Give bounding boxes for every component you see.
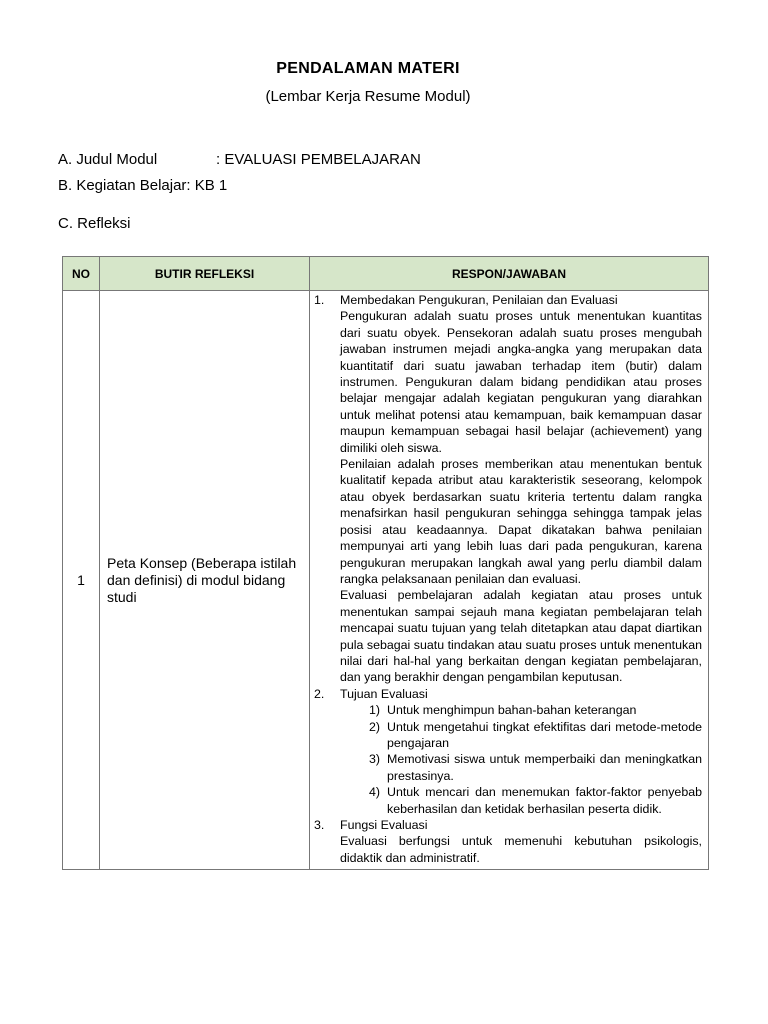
- list-item-number: 1): [368, 703, 380, 718]
- section-3-heading: [314, 817, 702, 833]
- kegiatan-belajar-row: [58, 177, 227, 194]
- judul-modul-value: : EVALUASI PEMBELAJARAN: [216, 151, 421, 168]
- list-item-number: 4): [368, 785, 380, 800]
- list-item: [356, 784, 702, 817]
- list-item-text: Untuk menghimpun bahan-bahan keterangan: [387, 703, 637, 718]
- section-title: Membedakan Pengukuran, Penilaian dan Evaluasi: [340, 293, 618, 307]
- penilaian-paragraph: Penilaian adalah proses memberikan atau menentukan bentuk kualitatif kepada atribut atau karakteristik seseorang, kelompok atau obyek berdasarkan suatu kriteria tertentu dalam rangka menafsirkan hasil pengukuran sehingga sehingga tampak jelas posisi atau keadaannya. Dapat dikatakan bahwa penilaian mempunyai arti yang lebih luas dari pada pengukuran, karena pengukuran merupakan langkah awal yang perlu diambil dalam rangka pelaksanaan penilaian dan evaluasi.: [340, 457, 702, 586]
- document-subtitle: (Lembar Kerja Resume Modul): [265, 88, 471, 105]
- list-item-text: Untuk mengetahui tingkat efektifitas dari metode-metode pengajaran: [387, 719, 702, 750]
- pengukuran-paragraph: Pengukuran adalah suatu proses untuk menentukan kuantitas dari suatu obyek. Pensekoran adalah suatu proses mengubah jawaban instrumen mejadi angka-angka yang merupakan data kuantitatif dari suatu jawaban terhadap item (butir) dalam instrumen. Pengukuran dalam bidang pendidikan atau proses belajar mengajar adalah kegiatan pengukuran yang diarahkan untuk melihat potensi atau kemampuan, baik kemampuan dasar maupun kemampuan sebagai hasil belajar (achievement) yang dimiliki oleh siswa.: [340, 309, 702, 455]
- judul-modul-label: A. Judul Modul: [58, 151, 158, 168]
- header-respon-jawaban: RESPON/JAWABAN: [310, 257, 709, 291]
- butir-refleksi-cell: Peta Konsep (Beberapa istilah dan definisi) di modul bidang studi: [100, 291, 310, 870]
- kegiatan-belajar-value: : KB 1: [186, 177, 228, 194]
- section-number: 3.: [314, 818, 325, 832]
- section-title: Tujuan Evaluasi: [340, 686, 428, 701]
- respon-cell: [310, 291, 709, 870]
- table-header-row: [63, 257, 709, 291]
- fungsi-paragraph: Evaluasi berfungsi untuk memenuhi kebutuhan psikologis, didaktik dan administratif.: [340, 834, 702, 865]
- row-number: 1: [63, 291, 100, 870]
- header-butir-refleksi: BUTIR REFLEKSI: [100, 257, 310, 291]
- list-item: [356, 751, 702, 784]
- list-item-number: 3): [368, 752, 380, 767]
- reflection-table: [62, 256, 709, 870]
- section-number: 2.: [314, 686, 325, 701]
- list-item: [356, 719, 702, 752]
- section-2-heading: [314, 686, 702, 702]
- table-row: [63, 291, 709, 870]
- kegiatan-belajar-label: B. Kegiatan Belajar: [58, 177, 187, 194]
- header-no: NO: [63, 257, 100, 291]
- list-item-text: Untuk mencari dan menemukan faktor-faktor penyebab keberhasilan dan ketidak berhasilan peserta didik.: [387, 785, 702, 816]
- judul-modul-row: [58, 151, 421, 168]
- section-number: 1.: [314, 293, 325, 307]
- list-item: [356, 702, 702, 718]
- list-item-text: Memotivasi siswa untuk memperbaiki dan meningkatkan prestasinya.: [387, 752, 702, 783]
- evaluasi-paragraph: Evaluasi pembelajaran adalah kegiatan atau proses untuk menentukan sampai sejauh mana kegiatan pembelajaran telah mencapai suatu tujuan yang telah ditetapkan atau dapat diartikan pula sebagai suatu tindakan atau suatu proses untuk menentukan nilai dari hal-hal yang berkaitan dengan kegiatan pembelajaran, dan yang berakhir dengan pengambilan keputusan.: [340, 588, 702, 685]
- document-title: PENDALAMAN MATERI: [276, 60, 460, 77]
- list-item-number: 2): [368, 719, 380, 734]
- refleksi-label: C. Refleksi: [58, 215, 131, 232]
- section-title: Fungsi Evaluasi: [340, 818, 428, 832]
- section-1-heading: [314, 292, 702, 308]
